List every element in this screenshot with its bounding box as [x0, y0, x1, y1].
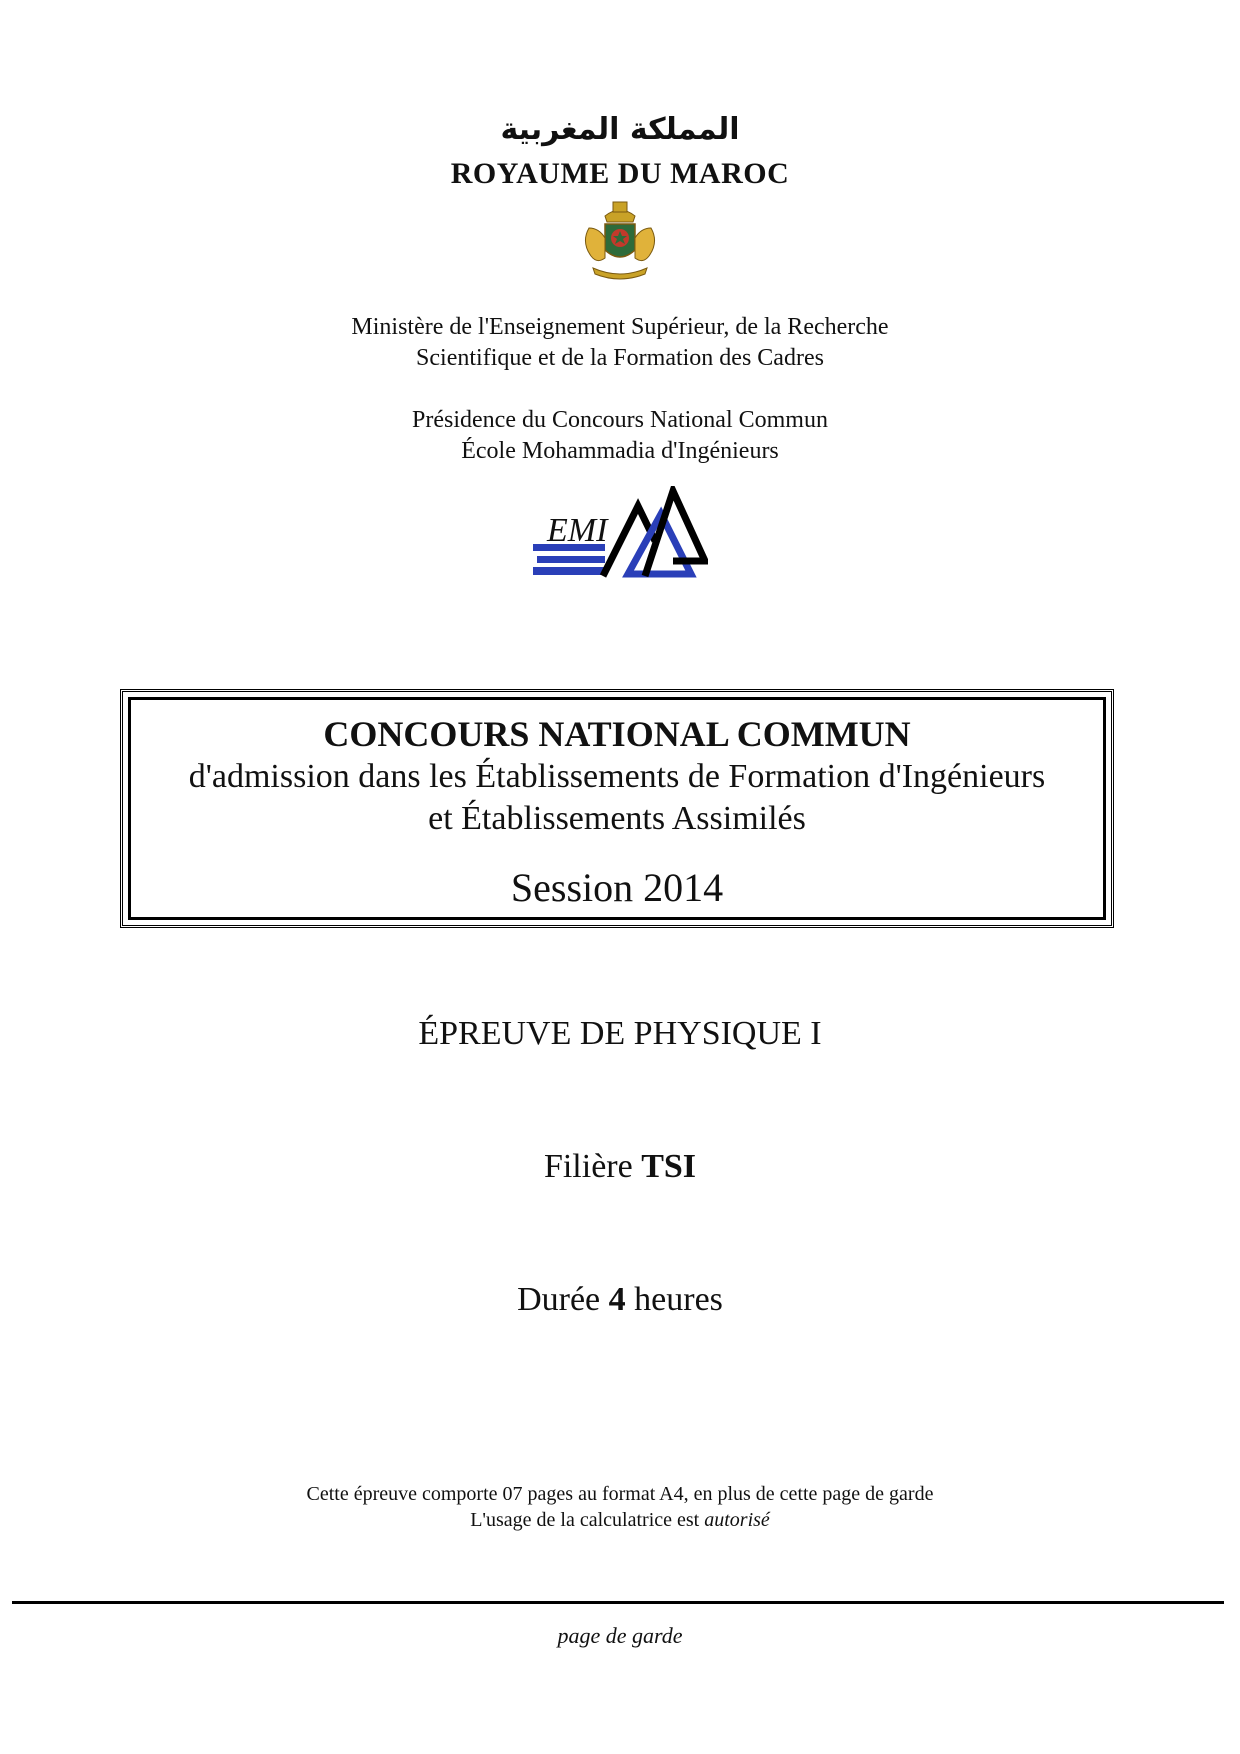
coat-of-arms-icon: [575, 198, 665, 288]
filiere-line: [0, 1148, 1240, 1186]
emi-logo-text: EMI: [547, 512, 608, 549]
ministry-line2: Scientifique et de la Formation des Cadres: [416, 345, 824, 371]
duree-unit: heures: [634, 1281, 723, 1318]
filiere-value: TSI: [641, 1148, 697, 1185]
contest-title: CONCOURS NATIONAL COMMUN: [323, 714, 911, 754]
ministry-block: [0, 312, 1240, 374]
duree-line: [0, 1281, 1240, 1319]
filiere-label: Filière: [543, 1148, 633, 1185]
calculator-note-prefix: L'usage de la calculatrice est: [470, 1509, 700, 1531]
contest-subtitle-2: et Établissements Assimilés: [428, 800, 806, 837]
contest-frame: [120, 689, 1114, 928]
presidency-line2: École Mohammadia d'Ingénieurs: [461, 438, 779, 464]
arabic-kingdom-title: المملكة المغربية: [500, 112, 740, 147]
footer-divider: [12, 1601, 1224, 1604]
calculator-note-value: autorisé: [704, 1509, 770, 1531]
ministry-line1: Ministère de l'Enseignement Supérieur, de la Recherche: [351, 314, 889, 340]
footer-label: page de garde: [557, 1623, 683, 1648]
duree-value: 4: [608, 1281, 626, 1318]
presidency-block: [0, 405, 1240, 467]
presidency-line1: Présidence du Concours National Commun: [412, 407, 828, 433]
contest-frame-text: [123, 712, 1111, 910]
session-label: Session 2014: [510, 865, 724, 910]
exam-notes: [0, 1481, 1240, 1533]
exam-title: ÉPREUVE DE PHYSIQUE I: [418, 1015, 822, 1052]
emi-logo: [533, 486, 708, 581]
contest-subtitle-1: d'admission dans les Établissements de Formation d'Ingénieurs: [188, 758, 1046, 795]
pages-note: Cette épreuve comporte 07 pages au format A4, en plus de cette page de garde: [306, 1483, 934, 1505]
duree-label: Durée: [517, 1281, 601, 1318]
kingdom-title: ROYAUME DU MAROC: [450, 157, 790, 190]
calculator-note: [0, 1507, 1240, 1533]
